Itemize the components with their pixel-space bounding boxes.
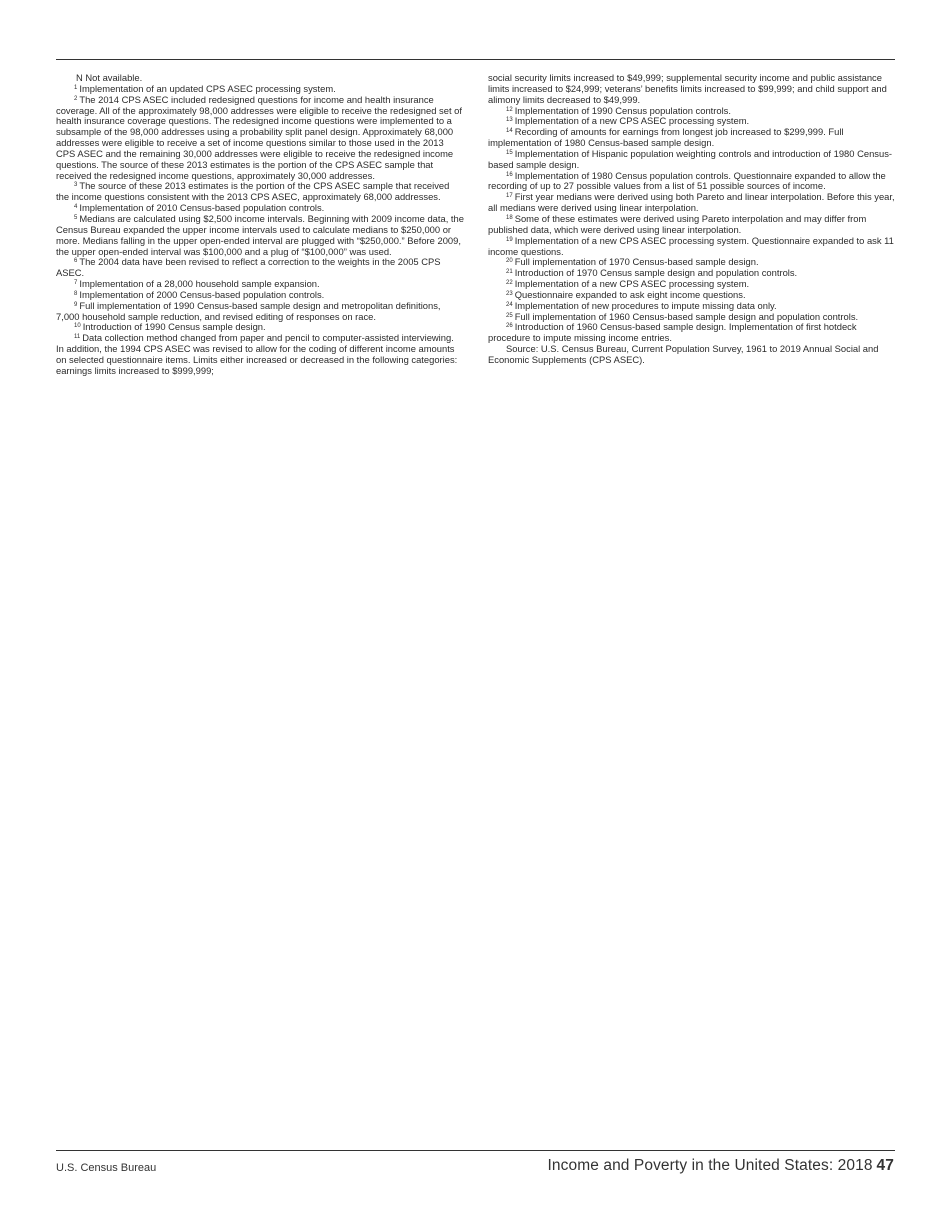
footnote-mark: 24 — [506, 301, 513, 308]
footnote-mark: 19 — [506, 236, 513, 243]
footnote-mark: 10 — [74, 323, 81, 330]
page-number: 47 — [876, 1157, 894, 1174]
footnote-mark: 9 — [74, 301, 78, 308]
footnote-mark: 26 — [506, 323, 513, 330]
footnote-text: The 2014 CPS ASEC included redesigned questions for income and health insurance coverage. All of the approximately 98,000 addresses were eligible to receive the redesigned set of health insurance coverage questions. The redesigned income questions were implemented to a subsample of the 98,000 addresses using a probability split panel design. Approximately 68,000 addresses were eligible to receive a set of income questions similar to those used in the 2013 CPS ASEC and the remaining 30,000 addresses were eligible to receive the redesigned income questions. The source of these 2013 estimates is the portion of the CPS ASEC sample that received the redesigned income questions, approximately 30,000 addresses. — [56, 93, 462, 181]
footnote-text: Implementation of a new CPS ASEC processing system. Questionnaire expanded to ask 11 income questions. — [488, 234, 894, 257]
footnote-mark: 15 — [506, 149, 513, 156]
footnote-text: Medians are calculated using $2,500 income intervals. Beginning with 2009 income data, the Census Bureau expanded the upper income intervals used to calculate medians to $250,000 or more. Medians falling in the upper open-ended interval are plugged with “$250,000.” Before 2009, the upper open-ended interval was $100,000 and a plug of “$100,000” was used. — [56, 212, 464, 257]
footnote-mark: 8 — [74, 290, 78, 297]
footnote — [488, 149, 896, 171]
footnote-text: N Not available. — [76, 72, 143, 83]
footnote-continuation: social security limits increased to $49,999; supplemental security income and public assistance limits increased to $24,999; veterans’ benefits limits increased to $99,999; and child support and alimony limits decreased to $49,999. — [488, 72, 887, 105]
footnote-text: Implementation of a 28,000 household sample expansion. — [79, 278, 320, 290]
footnote — [56, 301, 464, 323]
footnote-text: The 2004 data have been revised to reflect a correction to the weights in the 2005 CPS ASEC. — [56, 256, 441, 279]
footnote — [56, 95, 464, 182]
footnote-text: Implementation of 1990 Census population controls. — [514, 104, 731, 116]
footer-report — [548, 1157, 894, 1175]
footnote-mark: 11 — [74, 334, 81, 341]
footnote — [488, 171, 896, 193]
footnote-mark: 17 — [506, 193, 513, 200]
footnote — [56, 257, 464, 279]
footnote — [56, 214, 464, 257]
footnote-mark: 16 — [506, 171, 513, 178]
footnote-text: Implementation of a new CPS ASEC processing system. — [514, 115, 750, 127]
footnote-text: Introduction of 1990 Census sample design. — [82, 321, 266, 333]
footnote-text: Questionnaire expanded to ask eight income questions. — [514, 288, 746, 300]
footnote — [488, 322, 896, 344]
footnote-mark: 4 — [74, 204, 78, 211]
footnotes-left-column — [56, 73, 464, 377]
footnote-text: Implementation of an updated CPS ASEC processing system. — [79, 82, 336, 94]
footnote-mark: 18 — [506, 214, 513, 221]
footnote-text: Implementation of 2010 Census-based population controls. — [79, 202, 325, 214]
footnote-text: Some of these estimates were derived using Pareto interpolation and may differ from published data, which were derived using linear interpolation. — [488, 212, 867, 235]
report-title: Income and Poverty in the United States: 2018 — [547, 1157, 873, 1174]
bottom-rule — [56, 1150, 895, 1151]
footnote-mark: 20 — [506, 258, 513, 265]
footnote-text: Data collection method changed from paper and pencil to computer-assisted interviewing. In addition, the 1994 CPS ASEC was revised to allow for the coding of different income amounts on selected questionnaire items. Limits either increased or decreased in the following categories: earnings limits increased to $999,999; — [56, 332, 458, 376]
footnote-mark: 13 — [506, 117, 513, 124]
footer-agency: U.S. Census Bureau — [56, 1162, 157, 1174]
footnote-mark: 6 — [74, 258, 78, 265]
footnote-text: Recording of amounts for earnings from longest job increased to $299,999. Full implementation of 1980 Census-based sample design. — [488, 126, 844, 149]
footnote-text: Full implementation of 1990 Census-based sample design and metropolitan definitions, 7,000 household sample reduction, and revised editing of responses on race. — [56, 299, 441, 322]
footnote — [56, 333, 464, 376]
footnote — [488, 127, 896, 149]
footnote-text: Full implementation of 1960 Census-based sample design and population controls. — [514, 310, 859, 322]
footnote-mark: 5 — [74, 214, 78, 221]
footnote-mark: 1 — [74, 84, 78, 91]
footnote-text: The source of these 2013 estimates is the portion of the CPS ASEC sample that received the income questions consistent with the 2013 CPS ASEC, approximately 68,000 addresses. — [56, 180, 450, 203]
source-note: Source: U.S. Census Bureau, Current Population Survey, 1961 to 2019 Annual Social and Economic Supplements (CPS ASEC). — [488, 343, 879, 365]
footnote-text: Implementation of 2000 Census-based population controls. — [79, 288, 325, 300]
footnote-mark: 14 — [506, 128, 513, 135]
footnote-text: Implementation of 1980 Census population controls. Questionnaire expanded to allow the recording of up to 27 possible values from a list of 51 possible sources of income. — [488, 169, 886, 192]
footnote-text: Introduction of 1970 Census sample design and population controls. — [514, 267, 798, 279]
footnote-text: Implementation of a new CPS ASEC processing system. — [514, 278, 750, 290]
top-rule — [56, 59, 895, 60]
footnote-text: Introduction of 1960 Census-based sample design. Implementation of first hotdeck procedure to impute missing income entries. — [488, 321, 857, 344]
footnote-mark: 12 — [506, 106, 513, 113]
footnote-mark: 7 — [74, 280, 78, 287]
footnote — [56, 181, 464, 203]
footnote — [488, 236, 896, 258]
footnote-mark: 23 — [506, 290, 513, 297]
footnote-text: Implementation of new procedures to impute missing data only. — [514, 299, 777, 311]
footnote-mark: 25 — [506, 312, 513, 319]
footnote-text: First year medians were derived using both Pareto and linear interpolation. Before this year, all medians were derived using linear interpolation. — [488, 191, 895, 214]
footnote-mark: 2 — [74, 95, 78, 102]
footnote — [488, 214, 896, 236]
footnote-mark: 3 — [74, 182, 78, 189]
footnote-text: Implementation of Hispanic population weighting controls and introduction of 1980 Census-based sample design. — [488, 147, 892, 170]
footnote-mark: 21 — [506, 269, 513, 276]
footnotes-right-column — [488, 73, 896, 366]
footnote — [488, 192, 896, 214]
footnote-mark: 22 — [506, 280, 513, 287]
footnote-text: Full implementation of 1970 Census-based sample design. — [514, 256, 759, 268]
